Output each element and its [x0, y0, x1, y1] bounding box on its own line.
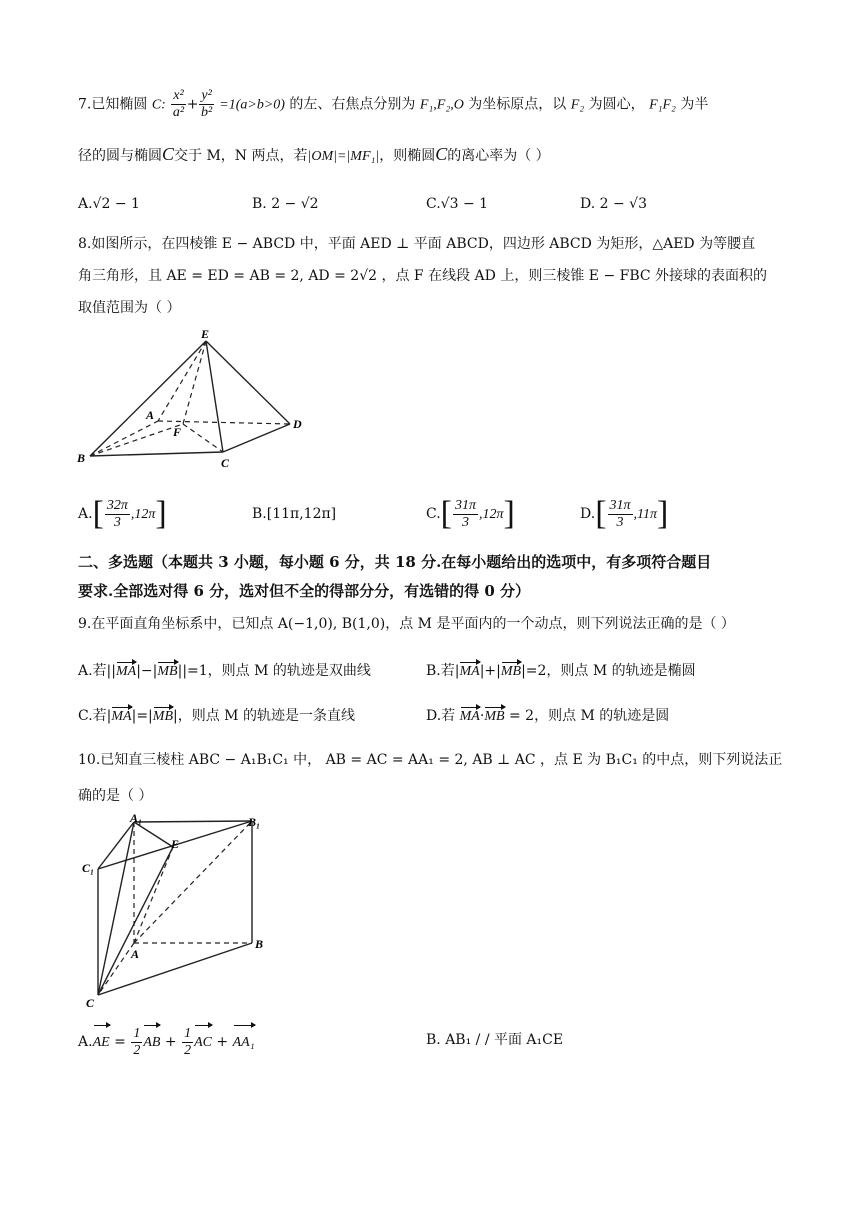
q7-line2: [78, 144, 550, 167]
q10-label-b: B: [255, 937, 264, 951]
vector-ac: AC: [194, 1025, 212, 1061]
edge-ef-hidden: [183, 341, 206, 424]
q8-option-a[interactable]: A.[ $\frac{32\pi}{3}$ ,12π]: [78, 495, 167, 532]
q9-line1: 9.在平面直角坐标系中，已知点 A(−1,0), B(1,0)，点 M 是平面内的一个动点，则下列说法正确的是（ ）: [78, 616, 735, 632]
q10-label-b1: B₁: [248, 815, 261, 829]
half-frac-2: $\frac{1}{2}$: [184, 1025, 192, 1058]
edge-ba-hidden: [90, 421, 158, 456]
q8-line1: 8.如图所示，在四棱锥 E − ABCD 中，平面 AED ⊥ 平面 ABCD，四边形 ABCD 为矩形，△AED 为等腰直: [78, 236, 756, 252]
q7-option-c[interactable]: C.√3 − 1: [426, 196, 489, 212]
q10-label-a: A: [131, 947, 140, 961]
q7-option-a[interactable]: A.√2 − 1: [78, 196, 140, 212]
q10-option-a[interactable]: A.AE = $\frac{1}{2}$ AB + $\frac{1}{2}$ AC + AA₁: [78, 1024, 255, 1061]
q10-option-b[interactable]: B. AB₁ / / 平面 A₁CE: [426, 1032, 564, 1048]
q7-frac-y: $\frac{\text{y²}}{\text{b²}}$: [201, 88, 213, 120]
vector-mb: MB: [153, 707, 173, 727]
q10-prism-figure: [78, 812, 278, 1012]
q7-f1f2: F₁F₂: [649, 97, 676, 113]
q7-condition: =1(a>b>0): [219, 97, 285, 113]
edge-a1e: [134, 822, 173, 847]
section2-heading-line1: 二、多选题（本题共 3 小题，每小题 6 分，共 18 分.在每小题给出的选项中，有多项符合题目: [78, 553, 712, 571]
q8-opt-a-label: A.: [78, 506, 93, 522]
q8-opt-a-tail: ,12π: [130, 507, 156, 522]
half-frac-1: $\frac{1}{2}$: [133, 1025, 141, 1058]
q8-pyramid-figure: [70, 325, 320, 475]
q8-label-e: E: [201, 327, 210, 341]
edge-a1b1: [134, 821, 252, 822]
q7-line2c: ，则椭圆: [379, 148, 436, 164]
q7-foci: F₁,F₂,O: [419, 97, 464, 113]
q7-line2b: 交于 M，N 两点，若: [174, 148, 308, 164]
q7-c2: C: [435, 144, 448, 164]
q7-line1: 7.已知椭圆 C: $\frac{\text{x²}}{\text{a²}}$ + $\frac{\text{y²}}{\text{b²}}$ =1(a>b>0) 的左、右焦点分别为 F₁,F₂,O 为坐标原点，以 F₂ 为圆心， F₁F₂ 为半: [78, 88, 709, 120]
q7-frac-x: $\frac{\text{x²}}{\text{a²}}$: [172, 88, 185, 120]
q9-option-a[interactable]: A.若||MA|−|MB||=1，则点 M 的轨迹是双曲线: [78, 661, 371, 682]
q8-label-a: A: [146, 408, 155, 422]
q8-line3: 取值范围为（ ）: [78, 300, 181, 316]
q8-label-d: D: [293, 417, 302, 431]
q8-opt-c-tail: ,12π: [479, 507, 504, 522]
vector-mb: MB: [501, 662, 521, 682]
q7-text1: 的左、右焦点分别为: [289, 96, 416, 113]
edge-ec: [206, 341, 223, 452]
q10-label-c1: C₁: [82, 861, 95, 875]
edge-bc: [90, 452, 223, 456]
q8-opt-a-frac: $\frac{32\pi}{3}$: [106, 497, 128, 530]
edge-bf-hidden: [90, 424, 183, 456]
edge-cd: [223, 424, 290, 452]
edge-ad-hidden: [158, 421, 290, 424]
vector-ae: AE: [93, 1025, 110, 1061]
q8-option-b[interactable]: B.[11π,12π]: [252, 506, 337, 522]
q8-label-f: F: [173, 425, 182, 439]
q7-ellipse-label: C:: [151, 97, 166, 113]
q7-text4: 为半: [680, 96, 709, 113]
q9-option-d[interactable]: D.若 MA·MB = 2，则点 M 的轨迹是圆: [426, 706, 669, 727]
q7-text2: 为坐标原点，以: [468, 96, 567, 113]
q8-opt-d-tail: ,11π: [633, 507, 658, 522]
q8-label-c: C: [221, 456, 230, 470]
edge-ae-hidden: [134, 847, 173, 943]
q8-opt-d-frac: $\frac{31\pi}{3}$: [609, 497, 631, 530]
q10-label-e: E: [171, 837, 180, 851]
q7-option-b[interactable]: B. 2 − √2: [252, 196, 319, 212]
edge-ed: [206, 341, 290, 424]
vector-mb: MB: [157, 662, 177, 682]
vector-ma: MA: [116, 662, 136, 682]
q7-option-d[interactable]: D. 2 − √3: [580, 196, 647, 212]
q8-option-d[interactable]: D.[ $\frac{31\pi}{3}$ ,11π]: [580, 495, 669, 532]
q10-line1: 10.已知直三棱柱 ABC − A₁B₁C₁ 中， AB = AC = AA₁ = 2, AB ⊥ AC ，点 E 为 B₁C₁ 的中点，则下列说法正: [78, 752, 783, 768]
q7-line2d: 的离心率为（ ）: [447, 148, 550, 164]
vector-ma: MA: [460, 707, 480, 727]
q10-line2: 确的是（ ）: [78, 788, 153, 804]
vector-ma: MA: [111, 707, 131, 727]
section2-heading-line2: 要求.全部选对得 6 分，选对但不全的得部分分，有选错的得 0 分）: [78, 582, 530, 600]
vector-ma: MA: [459, 662, 479, 682]
q8-opt-c-label: C.: [426, 506, 441, 522]
vector-ab: AB: [143, 1025, 160, 1061]
vector-aa1: AA₁: [233, 1025, 255, 1061]
q7-text3: 为圆心，: [588, 96, 645, 113]
q7-line2a: 径的圆与椭圆: [78, 148, 162, 164]
q7-cond2: |OM|=|MF₁|: [307, 149, 380, 164]
q10-label-a1: A₁: [130, 812, 143, 825]
q8-option-c[interactable]: C.[ $\frac{31\pi}{3}$ ,12π]: [426, 495, 515, 532]
q7-prefix: 7.已知椭圆: [78, 96, 148, 113]
q8-opt-c-frac: $\frac{31\pi}{3}$: [455, 497, 477, 530]
edge-eb: [90, 341, 206, 456]
edge-fc-hidden: [183, 424, 223, 452]
q9-option-c[interactable]: C.若|MA|=|MB|，则点 M 的轨迹是一条直线: [78, 706, 355, 727]
q7-c1: C: [162, 144, 175, 164]
q9-option-b[interactable]: B.若|MA|+|MB|=2，则点 M 的轨迹是椭圆: [426, 661, 696, 682]
q10-label-c: C: [86, 996, 95, 1010]
q8-opt-d-label: D.: [580, 506, 596, 522]
q7-f2: F₂: [570, 97, 585, 113]
vector-mb: MB: [484, 707, 504, 727]
q8-line2: 角三角形，且 AE = ED = AB = 2, AD = 2√2 ，点 F 在线段 AD 上，则三棱锥 E − FBC 外接球的表面积的: [78, 268, 768, 284]
q8-label-b: B: [77, 451, 86, 465]
